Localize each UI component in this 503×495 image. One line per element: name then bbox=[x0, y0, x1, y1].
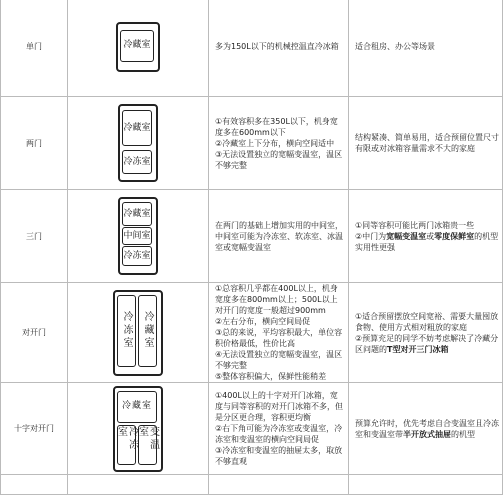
table-row bbox=[1, 383, 503, 475]
scene-text: ①适合预留摆放空间宽裕、需要大量囤放食物、使用方式相对粗放的家庭 ②预算充足的同学不妨考虑解决了冷藏分区问题的 bbox=[355, 311, 499, 354]
fridge-diagram-cell bbox=[68, 97, 209, 190]
door-type-cell bbox=[1, 475, 68, 495]
scene-highlight: 宽幅变温室 bbox=[386, 231, 427, 241]
door-type-cell: 两门 bbox=[1, 97, 68, 190]
description-text: ①有效容积多在350L以下，机身宽度多在600mm以下 ②冷藏室上下分布，横向空间适中 ③无法设置独立的宽幅变温室，温区不够完整 bbox=[215, 116, 343, 170]
fridge-diagram-cell bbox=[68, 283, 209, 383]
table-row bbox=[1, 283, 503, 383]
fridge-side-by-side-diagram bbox=[113, 290, 163, 376]
fridge-diagram-cell bbox=[68, 383, 209, 475]
door-type-cell: 单门 bbox=[1, 0, 68, 97]
compartment-label: 冷冻室 bbox=[115, 425, 138, 452]
scene-highlight: 半开放式抽屉 bbox=[403, 429, 451, 439]
compartment-fridge: 冷藏室 bbox=[122, 110, 152, 146]
scene-cell: 适合租房、办公等场景 bbox=[349, 0, 503, 97]
scene-text: 预算允许时，优先考虑自合变温室且冷冻室和变温室带 bbox=[355, 418, 499, 439]
description-cell bbox=[209, 475, 349, 495]
door-type-cell: 十字对开门 bbox=[1, 383, 68, 475]
scene-highlight: T型对开三门冰箱 bbox=[387, 344, 449, 354]
description-cell bbox=[209, 283, 349, 383]
table-row bbox=[1, 97, 503, 190]
description-cell: 在两门的基础上增加实用的中间室，中间室可能为冷冻室、软冻室、冰温室或宽幅变温室 bbox=[209, 190, 349, 283]
compartment-freezer: 冷冻室 bbox=[122, 246, 152, 266]
scene-cell bbox=[349, 383, 503, 475]
scene-text: 的机型实用性更强 bbox=[355, 231, 499, 252]
scene-cell bbox=[349, 190, 503, 283]
compartment-fridge: 冷藏室 bbox=[117, 391, 157, 423]
scene-cell bbox=[349, 475, 503, 495]
fridge-two-door-diagram bbox=[118, 104, 158, 182]
compartment-freezer bbox=[117, 295, 136, 367]
compartment-middle: 中间室 bbox=[122, 227, 152, 245]
fridge-diagram-cell bbox=[68, 475, 209, 495]
scene-text: 或 bbox=[426, 231, 435, 241]
door-type-cell: 三门 bbox=[1, 190, 68, 283]
scene-text: 的机型 bbox=[451, 429, 475, 439]
scene-cell bbox=[349, 283, 503, 383]
description-cell: 多为150L以下的机械控温直冷冰箱 bbox=[209, 0, 349, 97]
description-text: ①总容积几乎都在400L以上，机身宽度多在800mm以上；500L以上对开门的宽度一般超过900mm ②左右分布，横向空间局促 ③总的来说，平均容积最大，单位容积价格最低，性价比高 ④无法设置独立的宽幅变温室，温区不够完整 ⑤整体容积偏大，保鲜性能稍差 bbox=[215, 284, 343, 381]
fridge-single-door-diagram bbox=[116, 22, 160, 72]
compartment-label: 冷冻室 bbox=[121, 311, 132, 350]
table-row bbox=[1, 475, 503, 495]
scene-text: ①同等容积可能比两门冰箱贵一些 ②中门为 bbox=[355, 220, 475, 241]
description-cell bbox=[209, 383, 349, 475]
compartment-label: 变温室 bbox=[136, 425, 159, 452]
table-row bbox=[1, 0, 503, 97]
fridge-diagram-cell bbox=[68, 190, 209, 283]
description-text: ①400L以上的十字对开门冰箱，宽度与同等容积的对开门冰箱不多，但是分区更合理，容积更均衡 ②右下角可能为冷冻室或变温室，冷冻室和变温室的横向空间局促 ③冷冻室和变温室的抽屉太多，取放不够直观 bbox=[215, 391, 343, 466]
compartment-fridge: 冷藏室 bbox=[120, 30, 154, 62]
door-type-cell: 对开门 bbox=[1, 283, 68, 383]
fridge-cross-door-diagram bbox=[113, 386, 163, 472]
compartment-fridge bbox=[138, 295, 157, 367]
compartment-freezer: 冷冻室 bbox=[122, 150, 152, 174]
fridge-three-door-diagram bbox=[118, 197, 158, 275]
compartment-freezer bbox=[117, 425, 136, 465]
scene-highlight: 零度保鲜室 bbox=[434, 231, 475, 241]
compartment-convertible bbox=[138, 425, 157, 465]
description-cell bbox=[209, 97, 349, 190]
compartment-label: 冷藏室 bbox=[142, 311, 153, 350]
fridge-diagram-cell bbox=[68, 0, 209, 97]
scene-cell: 结构紧凑、简单易用，适合预留位置尺寸有限或对冰箱容量需求不大的家庭 bbox=[349, 97, 503, 190]
table-row bbox=[1, 190, 503, 283]
compartment-fridge: 冷藏室 bbox=[122, 202, 152, 226]
